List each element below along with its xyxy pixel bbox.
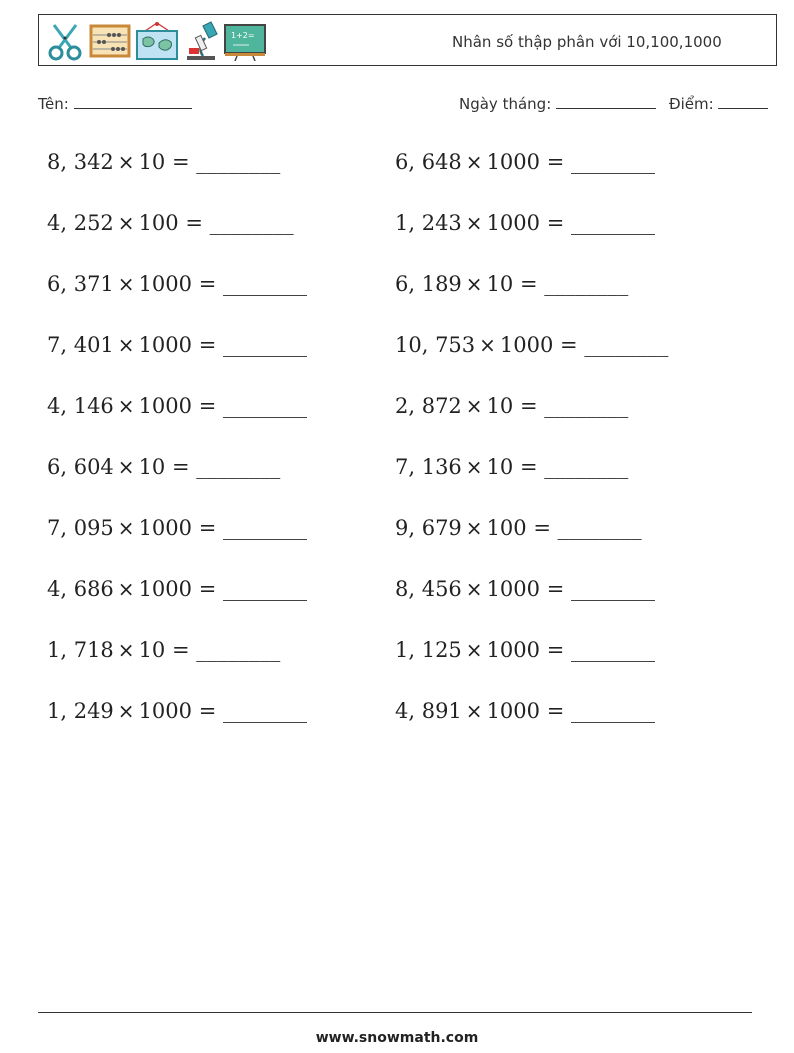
answer-blank[interactable]: ________ [196, 638, 281, 662]
operand-a: 8, 456 [395, 577, 462, 601]
answer-blank[interactable]: ________ [544, 272, 629, 296]
operand-a: 7, 136 [395, 455, 462, 479]
chalkboard-icon [223, 21, 267, 61]
operand-a: 1, 125 [395, 638, 462, 662]
problem-left-10 [47, 699, 307, 723]
equals-sign: = [540, 150, 571, 174]
equals-sign: = [540, 638, 571, 662]
times-sign: × [465, 394, 483, 418]
operand-a: 6, 604 [47, 455, 114, 479]
equals-sign: = [540, 699, 571, 723]
equals-sign: = [513, 394, 545, 418]
equals-sign: = [192, 333, 223, 357]
times-sign: × [465, 150, 483, 174]
equals-sign: = [192, 272, 223, 296]
times-sign: × [465, 455, 483, 479]
answer-blank[interactable]: ________ [222, 699, 307, 723]
score-label: Điểm: [669, 95, 714, 113]
problem-right-9 [395, 638, 655, 662]
times-sign: × [465, 211, 483, 235]
problem-left-5 [47, 394, 307, 418]
answer-blank[interactable]: ________ [196, 150, 281, 174]
times-sign: × [117, 150, 135, 174]
answer-blank[interactable]: ________ [222, 394, 307, 418]
equals-sign: = [540, 577, 571, 601]
times-sign: × [117, 272, 135, 296]
answer-blank[interactable]: ________ [570, 699, 655, 723]
times-sign: × [117, 455, 135, 479]
problem-right-3 [395, 272, 628, 296]
equals-sign: = [192, 577, 223, 601]
operand-a: 6, 648 [395, 150, 462, 174]
worksheet-title: Nhân số thập phân với 10,100,1000 [452, 33, 722, 51]
equals-sign: = [526, 516, 558, 540]
operand-b: 10 [138, 638, 166, 662]
times-sign: × [117, 638, 135, 662]
operand-a: 4, 686 [47, 577, 114, 601]
problem-left-9 [47, 638, 280, 662]
equals-sign: = [553, 333, 585, 357]
operand-a: 4, 252 [47, 211, 114, 235]
answer-blank[interactable]: ________ [222, 272, 307, 296]
operand-b: 1000 [486, 638, 541, 662]
problem-left-1 [47, 150, 280, 174]
operand-a: 1, 243 [395, 211, 462, 235]
answer-blank[interactable]: ________ [584, 333, 669, 357]
times-sign: × [465, 699, 483, 723]
equals-sign: = [165, 455, 197, 479]
answer-blank[interactable]: ________ [222, 516, 307, 540]
operand-a: 1, 249 [47, 699, 114, 723]
chalkboard-text: 1+2= [231, 31, 255, 40]
equals-sign: = [192, 394, 223, 418]
problem-right-8 [395, 577, 655, 601]
times-sign: × [465, 516, 483, 540]
problem-left-4 [47, 333, 307, 357]
operand-b: 1000 [138, 394, 193, 418]
operand-a: 7, 401 [47, 333, 114, 357]
scissors-icon [45, 21, 85, 61]
operand-b: 1000 [138, 516, 193, 540]
operand-b: 100 [138, 211, 179, 235]
problem-right-2 [395, 211, 655, 235]
microscope-icon [183, 20, 219, 62]
operand-a: 6, 189 [395, 272, 462, 296]
operand-b: 10 [486, 394, 514, 418]
problem-left-7 [47, 516, 307, 540]
operand-b: 10 [138, 455, 166, 479]
answer-blank[interactable]: ________ [570, 150, 655, 174]
operand-a: 2, 872 [395, 394, 462, 418]
operand-b: 1000 [138, 333, 193, 357]
problem-right-5 [395, 394, 628, 418]
answer-blank[interactable]: ________ [222, 577, 307, 601]
operand-b: 1000 [138, 272, 193, 296]
operand-a: 4, 891 [395, 699, 462, 723]
operand-b: 1000 [486, 211, 541, 235]
name-label: Tên: [38, 95, 69, 113]
problem-left-2 [47, 211, 294, 235]
equals-sign: = [540, 211, 571, 235]
equals-sign: = [513, 455, 545, 479]
problem-right-10 [395, 699, 655, 723]
operand-b: 1000 [486, 577, 541, 601]
operand-a: 8, 342 [47, 150, 114, 174]
problem-left-3 [47, 272, 307, 296]
answer-blank[interactable]: ________ [544, 394, 629, 418]
equals-sign: = [192, 516, 223, 540]
score-line [718, 94, 768, 109]
operand-a: 9, 679 [395, 516, 462, 540]
operand-a: 10, 753 [395, 333, 476, 357]
equals-sign: = [165, 150, 197, 174]
date-label: Ngày tháng: [459, 95, 552, 113]
problem-right-4 [395, 333, 668, 357]
answer-blank[interactable]: ________ [557, 516, 642, 540]
operand-b: 10 [138, 150, 166, 174]
equals-sign: = [165, 638, 197, 662]
operand-b: 10 [486, 272, 514, 296]
map-icon [135, 21, 179, 61]
times-sign: × [479, 333, 496, 357]
answer-blank[interactable]: ________ [222, 333, 307, 357]
operand-b: 10 [486, 455, 514, 479]
date-line [556, 94, 656, 109]
footer-divider [38, 1012, 752, 1013]
equals-sign: = [513, 272, 545, 296]
answer-blank[interactable]: ________ [570, 211, 655, 235]
times-sign: × [117, 577, 135, 601]
answer-blank[interactable]: ________ [544, 455, 629, 479]
times-sign: × [117, 394, 135, 418]
times-sign: × [117, 333, 135, 357]
times-sign: × [465, 577, 483, 601]
abacus-icon [89, 23, 131, 59]
operand-b: 1000 [499, 333, 554, 357]
header-icons [45, 20, 267, 62]
equals-sign: = [192, 699, 223, 723]
operand-a: 1, 718 [47, 638, 114, 662]
operand-b: 1000 [138, 699, 193, 723]
times-sign: × [117, 211, 135, 235]
footer-url: www.snowmath.com [315, 1030, 479, 1046]
operand-b: 1000 [486, 699, 541, 723]
score-field [669, 94, 768, 113]
equals-sign: = [178, 211, 210, 235]
operand-b: 1000 [138, 577, 193, 601]
date-field [459, 94, 656, 113]
problem-left-6 [47, 455, 280, 479]
problem-right-1 [395, 150, 655, 174]
times-sign: × [117, 699, 135, 723]
answer-blank[interactable]: ________ [570, 638, 655, 662]
operand-b: 1000 [486, 150, 541, 174]
times-sign: × [117, 516, 135, 540]
operand-a: 4, 146 [47, 394, 114, 418]
answer-blank[interactable]: ________ [570, 577, 655, 601]
name-line [74, 94, 192, 109]
problem-right-7 [395, 516, 642, 540]
operand-a: 6, 371 [47, 272, 114, 296]
answer-blank[interactable]: ________ [209, 211, 294, 235]
name-field [38, 94, 192, 113]
answer-blank[interactable]: ________ [196, 455, 281, 479]
times-sign: × [465, 272, 483, 296]
header-box [38, 14, 777, 66]
problem-right-6 [395, 455, 628, 479]
operand-a: 7, 095 [47, 516, 114, 540]
problem-left-8 [47, 577, 307, 601]
times-sign: × [465, 638, 483, 662]
operand-b: 100 [486, 516, 527, 540]
